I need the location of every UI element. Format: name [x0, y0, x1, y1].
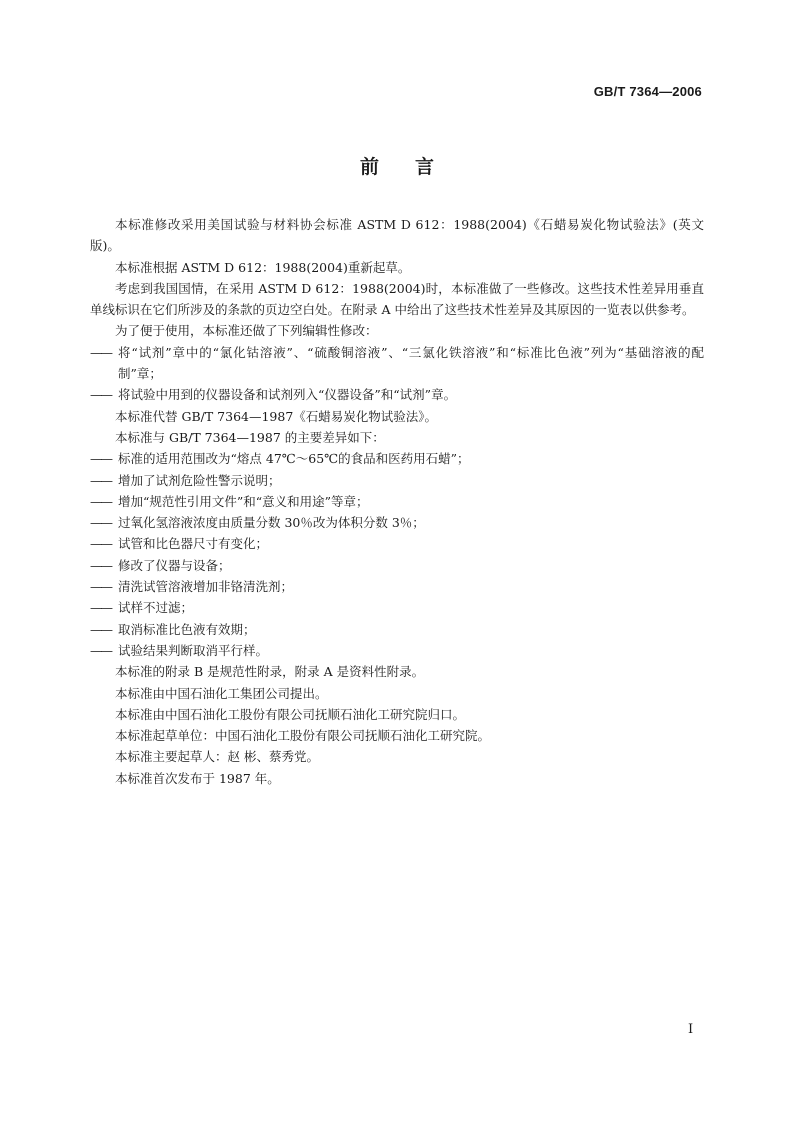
- dash-marker: ——: [90, 621, 111, 637]
- paragraph-adoption: 本标准修改采用美国试验与材料协会标准 ASTM D 612：1988(2004)《石蜡易炭化物试验法》(英文版)。: [90, 217, 704, 254]
- dash-marker: ——: [90, 515, 111, 531]
- list-item: [90, 342, 704, 385]
- difference-text: 取消标准比色液有效期；: [118, 621, 256, 637]
- paragraph-redrafted: 本标准根据 ASTM D 612：1988(2004)重新起草。: [115, 259, 411, 275]
- list-item: [90, 470, 704, 491]
- standard-number: GB/T 7364—2006: [593, 84, 702, 99]
- dash-marker: ——: [90, 472, 111, 488]
- list-item: [90, 555, 704, 576]
- list-item: [90, 448, 704, 469]
- page-number: I: [688, 1022, 694, 1037]
- difference-text: 增加“规范性引用文件”和“意义和用途”等章；: [118, 493, 369, 509]
- paragraph-annexes: 本标准的附录 B 是规范性附录，附录 A 是资料性附录。: [115, 664, 425, 680]
- list-item: [90, 576, 704, 597]
- difference-text: 试样不过滤；: [118, 600, 194, 616]
- dash-marker: ——: [90, 536, 111, 552]
- editorial-change-text: 将试验中用到的仪器设备和试剂列入“仪器设备”和“试剂”章。: [118, 387, 457, 403]
- difference-text: 过氧化氢溶液浓度由质量分数 30％改为体积分数 3％；: [118, 515, 425, 531]
- paragraph-drafters: 本标准主要起草人：赵 彬、蔡秀党。: [115, 749, 319, 765]
- list-item: [90, 640, 704, 661]
- dash-marker: ——: [90, 451, 111, 467]
- dash-marker: ——: [90, 579, 111, 595]
- paragraph-editorial-intro: 为了便于使用，本标准还做了下列编辑性修改：: [115, 323, 378, 339]
- list-item: [90, 491, 704, 512]
- dash-marker: ——: [90, 387, 111, 403]
- difference-text: 试验结果判断取消平行样。: [118, 642, 269, 658]
- list-item: [90, 512, 704, 533]
- list-item: [90, 597, 704, 618]
- difference-text: 清洗试管溶液增加非铬清洗剂；: [118, 579, 294, 595]
- dash-marker: ——: [90, 642, 111, 658]
- editorial-change-text: 将“试剂”章中的“氯化钴溶液”、“硫酸铜溶液”、“三氯化铁溶液”和“标准比色液”列为“基础溶液的配制”章；: [118, 344, 704, 382]
- list-item: [90, 619, 704, 640]
- difference-text: 标准的适用范围改为“熔点 47℃～65℃的食品和医药用石蜡”；: [118, 451, 470, 467]
- list-item: [90, 533, 704, 554]
- paragraph-differences-intro: 本标准与 GB/T 7364—1987 的主要差异如下：: [115, 429, 385, 445]
- dash-marker: ——: [90, 557, 111, 573]
- paragraph-drafting-unit: 本标准起草单位：中国石油化工股份有限公司抚顺石油化工研究院。: [115, 728, 491, 744]
- foreword-body: [90, 214, 704, 789]
- difference-text: 试管和比色器尺寸有变化；: [118, 536, 269, 552]
- paragraph-centralized-by: 本标准由中国石油化工股份有限公司抚顺石油化工研究院归口。: [115, 706, 466, 722]
- page-title: 前言: [359, 156, 470, 178]
- dash-marker: ——: [90, 344, 111, 360]
- paragraph-proposed-by: 本标准由中国石油化工集团公司提出。: [115, 685, 328, 701]
- paragraph-first-issued: 本标准首次发布于 1987 年。: [115, 770, 280, 786]
- list-item: [90, 384, 704, 405]
- difference-text: 增加了试剂危险性警示说明；: [118, 472, 281, 488]
- dash-marker: ——: [90, 493, 111, 509]
- paragraph-replaces: 本标准代替 GB/T 7364—1987《石蜡易炭化物试验法》。: [115, 408, 438, 424]
- paragraph-technical-differences: 考虑到我国国情，在采用 ASTM D 612：1988(2004)时，本标准做了一些修改。这些技术性差异用垂直单线标识在它们所涉及的条款的页边空白处。在附录 A 中给出了这些技术性差异及其原因的一览表以供参考。: [90, 280, 704, 318]
- difference-text: 修改了仪器与设备；: [118, 557, 231, 573]
- dash-marker: ——: [90, 600, 111, 616]
